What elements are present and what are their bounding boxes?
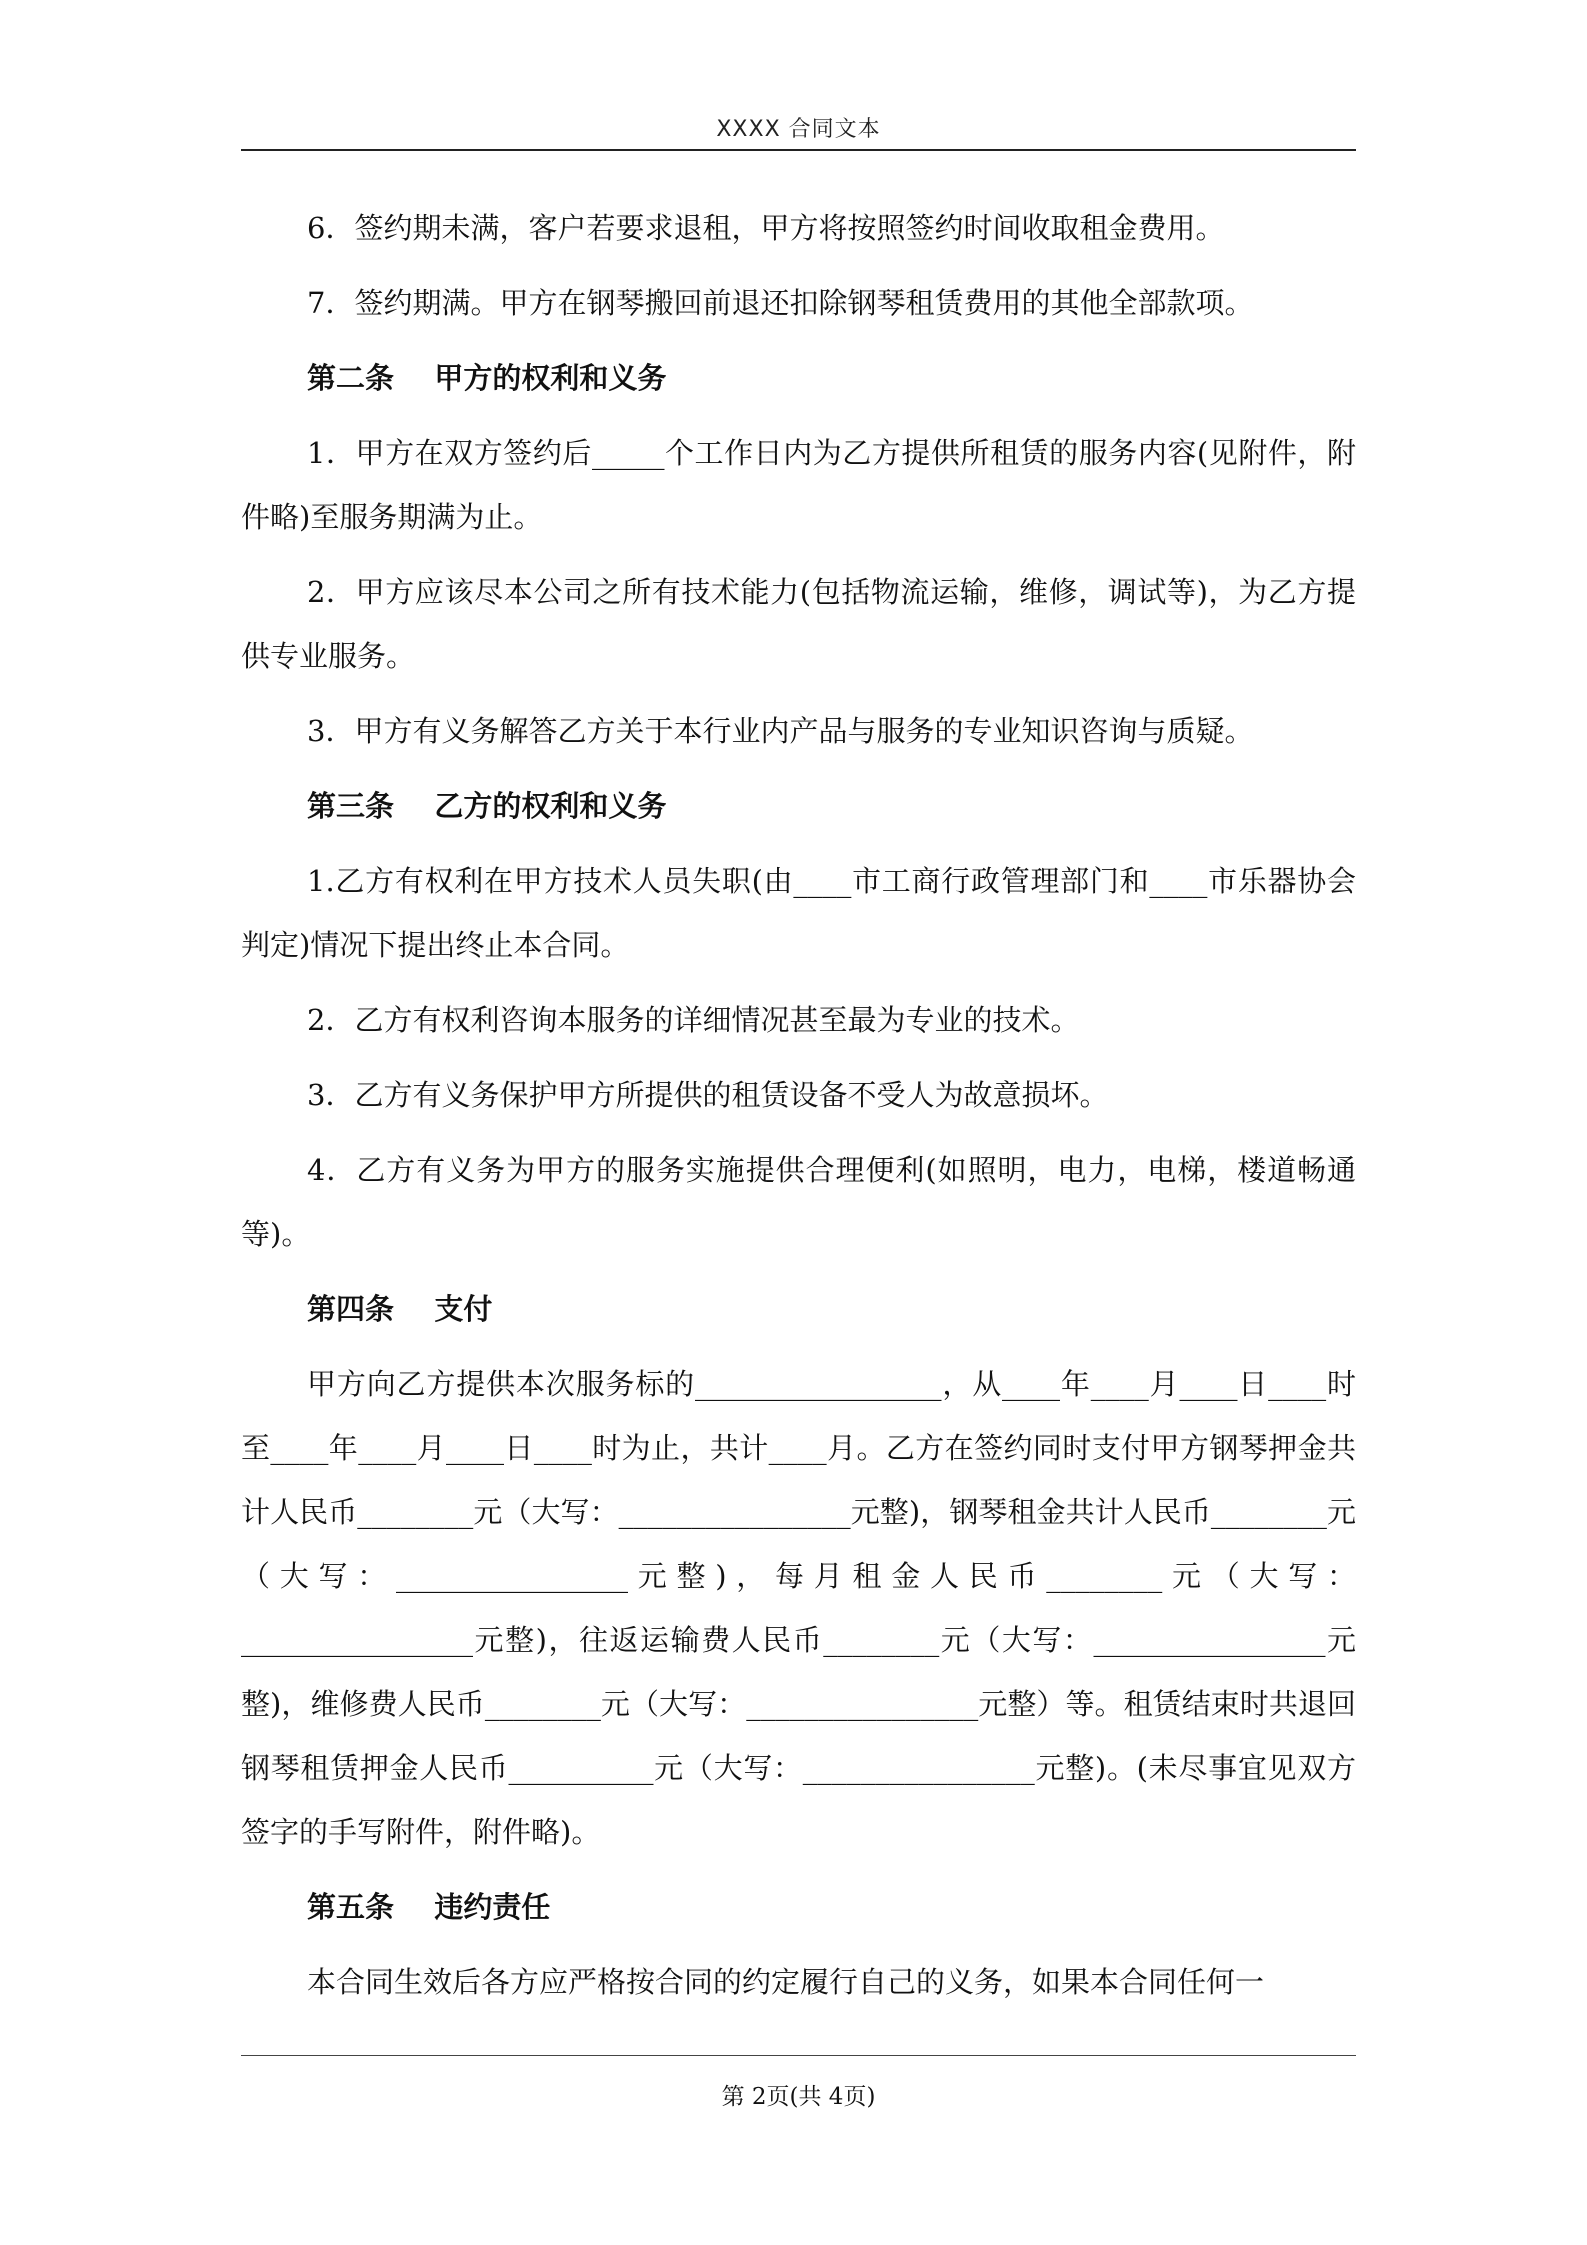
- footer-divider: [241, 2055, 1356, 2056]
- paragraph-clause-1-7: 7．签约期满。甲方在钢琴搬回前退还扣除钢琴租赁费用的其他全部款项。: [307, 286, 1254, 320]
- section-heading-article-2: 第二条 甲方的权利和义务: [307, 361, 667, 395]
- paragraph-clause-2-3: 3．甲方有义务解答乙方关于本行业内产品与服务的专业知识咨询与质疑。: [307, 714, 1254, 748]
- paragraph-clause-2-2: 2．甲方应该尽本公司之所有技术能力(包括物流运输，维修，调试等)，为乙方提供专业服务。: [241, 575, 1356, 673]
- section-heading-article-5: 第五条 违约责任: [307, 1890, 551, 1924]
- paragraph-payment-terms: 甲方向乙方提供本次服务标的_________________，从____年____月____日____时至____年____月____日____时为止，共计____月。乙方在签约同时支付甲方钢琴押金共计人民币________元（大写：________________元整)，钢琴租金共计人民币________元（大写：________________元整)，每月租金人民币________元（大写：________________元整)，往返运输费人民币________元（大写：________________元整)，维修费人民币________元（大写：________________元整）等。租赁结束时共退回钢琴租赁押金人民币__________元（大写：________________元整)。(未尽事宜见双方签字的手写附件，附件略)。: [241, 1367, 1356, 1849]
- paragraph-clause-3-4: 4．乙方有义务为甲方的服务实施提供合理便利(如照明，电力，电梯，楼道畅通等)。: [241, 1153, 1356, 1251]
- header-divider: [241, 149, 1356, 151]
- section-heading-article-3: 第三条 乙方的权利和义务: [307, 789, 667, 823]
- paragraph-clause-3-2: 2．乙方有权利咨询本服务的详细情况甚至最为专业的技术。: [307, 1003, 1080, 1037]
- page-number-label: 第 2页(共 4页): [721, 2084, 876, 2110]
- paragraph-clause-3-3: 3．乙方有义务保护甲方所提供的租赁设备不受人为故意损坏。: [307, 1078, 1109, 1112]
- paragraph-clause-2-1: 1．甲方在双方签约后_____个工作日内为乙方提供所租赁的服务内容(见附件，附件略)至服务期满为止。: [241, 436, 1356, 534]
- paragraph-breach-liability: 本合同生效后各方应严格按合同的约定履行自己的义务，如果本合同任何一: [307, 1965, 1265, 1999]
- section-heading-article-4: 第四条 支付: [307, 1292, 493, 1326]
- page-header-title: XXXX 合同文本: [716, 117, 881, 142]
- document-body: [241, 196, 1356, 2025]
- paragraph-clause-3-1: 1.乙方有权利在甲方技术人员失职(由____市工商行政管理部门和____市乐器协会判定)情况下提出终止本合同。: [241, 864, 1356, 962]
- paragraph-clause-1-6: 6．签约期未满，客户若要求退租，甲方将按照签约时间收取租金费用。: [307, 211, 1225, 245]
